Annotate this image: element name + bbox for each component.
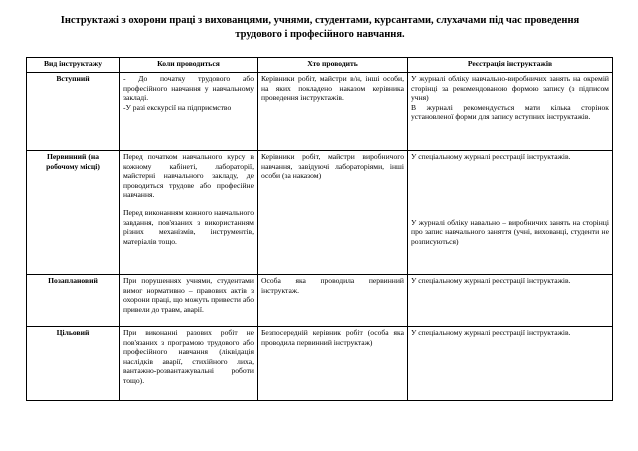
when-text: -У разі екскурсії на підприємство [123,102,232,112]
registration-text: У спеціальному журналі реєстрації інструктажів. [411,276,571,285]
row-registration [408,275,613,327]
row-registration [408,327,613,401]
row-who: Керівники робіт, майстри в/н, інші особи, на яких покладено наказом керівника проведення інструктажів. [258,73,408,151]
registration-text: У спеціальному журналі реєстрації інструктажів. [411,152,571,161]
row-when [120,151,258,275]
row-who: Особа яка проводила первинний інструктаж. [258,275,408,327]
row-who: Безпосередній керівник робіт (особа яка проводила первинний інструктаж) [258,327,408,401]
row-who: Керівники робіт, майстри виробничого навчання, завідуючі лабораторіями, інші особи (за наказом) [258,151,408,275]
when-text: - До початку трудового або професійного навчання у навчальному закладі. [123,74,254,103]
row-when [120,275,258,327]
row-type: Вступний [27,73,120,151]
row-when [120,73,258,151]
header-when: Коли проводиться [120,58,258,73]
header-type: Вид інструктажу [27,58,120,73]
when-text: Перед початком навчального курсу в кожному кабінеті, лабораторії, майстерні навчального закладу, де проводиться трудове або професійне навчання. [123,152,254,200]
registration-text: В журналі рекомендується мати кілька сторінок установленої форми для запису вступних інструктажів. [411,102,609,122]
row-registration [408,73,613,151]
table-row [27,73,613,151]
when-text: При виконанні разових робіт не пов'язаних з програмою трудового або професійного навчання (ліквідація наслідків аварії, стихійного лиха, вантажно-розвантажувальні роботи тощо). [123,328,254,385]
when-text: При порушеннях учнями, студентами вимог нормативно – правових актів з охорони праці, що можуть привести або привели до травм, аварії. [123,276,254,314]
header-who: Хто проводить [258,58,408,73]
table-row [27,151,613,275]
row-registration [408,151,613,275]
registration-text: У журналі обліку навально – виробничих занять на сторінці про запис навчального заняття (учні, вихованці, студенти не розписуються) [411,217,609,246]
document-title: Інструктажі з охорони праці з вихованцями, учнями, студентами, курсантами, слухачами під час проведення трудового і професійного навчання. [60,15,580,40]
row-type: Первинний (на робочому місці) [27,151,120,275]
header-registration: Реєстрація інструктажів [408,58,613,73]
table-row [27,327,613,401]
when-text: Перед виконанням кожного навчального завдання, пов'язаних з використанням різних механізмів, інструментів, матеріалів тощо. [123,207,254,246]
row-type: Позаплановий [27,275,120,327]
row-type: Цільовий [27,327,120,401]
table-row [27,275,613,327]
registration-text: У спеціальному журналі реєстрації інструктажів. [411,328,571,337]
row-when [120,327,258,401]
registration-text: У журналі обліку навчально-виробничих занять на окремій сторінці за рекомендованою формою запису (з підписом учня) [411,74,609,103]
instruction-table [26,57,613,401]
table-header-row [27,58,613,73]
